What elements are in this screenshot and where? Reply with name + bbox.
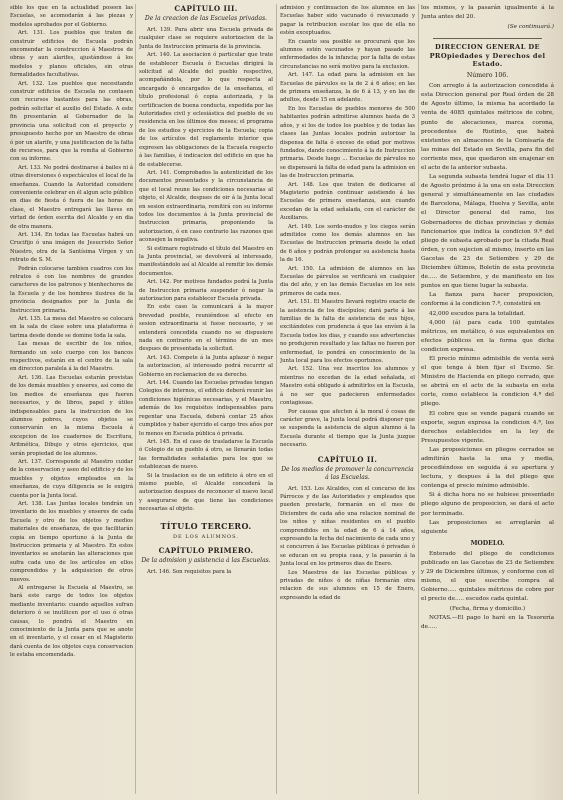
article-132: Art. 132. Los pueblos que necesitando construir edificios de Escuela no contasen con recursos bastantes para las obras, podrán solicitar el auxilio del Estado. A este fin presentarán al Gobernador de la provincia una solicitud con el proyecto y presupuesto hecho por un Maestro de obras ó por un alarife, y una justificacion de la falta de recursos, para que la remita al Gobierno con su informe. bbox=[10, 80, 133, 163]
chapter-subtitle: De la admision y asistencia á las Escuelas. bbox=[141, 556, 271, 564]
paragraph: Podrán colocarse tambien cuadros con los retratos ó con los nombres de grandes caracteres de los patronos y bienhechores de la Escuela y de los hombres ilustres de la provincia designados por la Junta de Instruccion primaria. bbox=[10, 265, 133, 314]
article-152: Art. 152. Una vez inscritos los alumnos y mientras no excedan de la edad señalada, el Maestro está obligado á admitirlos en la Escuela, á no ser que padecieren enfermedades contagiosas. bbox=[280, 366, 415, 407]
paragraph: Los Maestros de las Escuelas públicas y privadas de niños ó de niñas formarán otra relacion de sus alumnos en 15 de Enero, expresando la edad de bbox=[280, 569, 415, 601]
chapter-subtitle: De los medios de promover la concurrencia á las Escuelas. bbox=[281, 465, 414, 481]
article-147: Art. 147. La edad para la admision en las Escuelas de párvulos es la de 2 á 6 años; en las de primera enseñanza, la de 6 á 13, y en las de adultos, desde 15 en adelante. bbox=[280, 72, 415, 104]
paragraph: En cuanto sea posible se procurará que los alumnos estén vacunados y hayan pasado las enfermedades de la infancia; por la falta de estas circunstancias no será motivo para la exclusion. bbox=[280, 38, 415, 70]
article-146: Art. 146. Son requisitos para la bbox=[147, 568, 232, 575]
paragraph: Si estimare registrado el título del Maestro en la Junta provincial, se devolverá al interesado, manifestándolo así al Alcalde al remitir los demás documentos. bbox=[139, 245, 273, 277]
amount-line: 42,000 escudos para la totalidad. bbox=[429, 310, 526, 317]
section-divider bbox=[433, 38, 542, 39]
paragraph: Si á dicha hora no se hubiese presentado pliego alguno de proposicion, se dará el acto por terminado. bbox=[421, 492, 554, 517]
paragraph: En este caso la comunicará á la mayor brevedad posible, reuniéndose al efecto en sesion extraordinaria si fuese necesario, y se entenderá concedida cuando no se dispusiere nada en contrario en el término de un mes despues de presentada la solicitud. bbox=[139, 304, 273, 353]
article-149: Art. 149. Los sordo-mudos y los ciegos serán admitidos como los demás alumnos en las Escuelas de Instruccion primaria desde la edad de 6 años y podrán prolongar su asistencia hasta la de 16. bbox=[280, 223, 415, 264]
chapter-subtitle: De la creacion de las Escuelas privadas. bbox=[144, 15, 268, 22]
paragraph: El precio mínimo admisible de venta será el que tenga á bien fijar el Excmo. Sr. Ministro de Hacienda en pliego cerrado, que se abrirá en el acto de la subasta en esta corte, como establece la condicion 4.ª del pliego. bbox=[421, 355, 554, 408]
modelo-heading: MODELO. bbox=[470, 539, 505, 547]
article-151: Art. 151. El Maestro llevará registro exacto de la asistencia de los discípulos; dará parte á las familias de la falta de asistencia de sus hijos, excitándoles con prudencia á que las envíen á la Escuela todos los dias, y cuando sus advertencias no produjeren resultado y las faltas no fueren por enfermedad, lo pondrá en conocimiento de la Junta local para los efectos oportunos. bbox=[280, 299, 415, 365]
paragraph: Por causas que afecten á la moral ó cosas de carácter grave, la Junta local podrá disponer que se suspenda la asistencia de algun alumno á la Escuela durante el tiempo que la Junta juzgue necesario. bbox=[280, 408, 415, 449]
paragraph: Las proposiciones se arreglarán al siguiente bbox=[421, 519, 554, 535]
column-separator bbox=[276, 4, 277, 794]
paragraph: La segunda subasta tendrá lugar el dia 11 de Agosto próximo á la una en esta Direccion general y simultáneamente en las ciudades de Barcelona, Málaga, Huelva y Sevilla, ante el Director general del ramo, los Gobernadores de dichas provincias y demás funcionarios que indica la condicion 9.ª del pliego de subasta aprobado por la citada Real órden, y con sujecion al mismo, inserto en las Gacetas de 23 de Setiembre y 29 de Diciembre últimos, Boletín de esta provincia de..... de Setiembre, y de manifiesto en los puntos en que tiene lugar la subasta. bbox=[421, 174, 554, 290]
article-137: Art. 137. Corresponde al Maestro cuidar de la conservacion y aseo del edificio y de los muebles y objetos empleados en la enseñanza, de cuya diligencia se le exigirá cuenta por la Junta local. bbox=[10, 458, 133, 499]
article-140: Art. 140. La asociacion ó particular que trate de establecer Escuela ó Escuelas dirigirá la solicitud al Alcalde del pueblo respectivo, acompañándola, por lo que respecta al encargado ó encargados de la enseñanza, el título profesional ó copia autorizada, y la certificacion de buena conducta, expedida por las Autoridades civil y eclesiástica del pueblo de su residencia en los últimos dos meses; el programa de los estudios y ejercicios de la Escuela; copia de los artículos del reglamento interior que expresen las obligaciones de la Escuela respecto á las familias, é indicacion del edificio en que ha de establecerse. bbox=[139, 52, 273, 168]
article-134: Art. 134. En todas las Escuelas habrá un Crucifijo ó una imágen de Jesucristo Señor Nuestro, otra de la Santísima Vírgen y un retrato de S. M. bbox=[10, 231, 133, 264]
paragraph: Al entregarse la Escuela al Maestro, se hará este cargo de todos los objetos mediante inventario: cuando aquellos sufran deterioro ó se inutilicen por el uso ó otras causas, lo pondrá el Maestro en conocimiento de la Junta para que se anote en el inventario, y el cesar en el Magisterio dará cuenta de los objetos cuya conservacion le estaba encomendada. bbox=[10, 585, 133, 659]
section-heading: DIRECCION GENERAL DE PROpiedades y Derechos del Estado. bbox=[429, 43, 546, 69]
notice-number: Número 106. bbox=[466, 72, 509, 80]
paragraph: El cobre que se vende pagará cuando se exporte, segun expresa la condicion 4.ª, los derechos establecidos en la ley de Presupuestos vigente. bbox=[421, 410, 554, 444]
column-4 bbox=[421, 4, 554, 794]
article-143: Art. 143. Compete á la Junta aplazar ó negar la autorizacion, al interesado podrá recurrir al Gobierno en reclamacion de su derecho. bbox=[139, 354, 273, 378]
amount-line: 4,000 (á) para cada 100 quintales métricos, en metálico, ó sus equivalentes en efectos públicos en la forma que dicha condicion expresa. bbox=[421, 319, 554, 353]
chapter-heading: CAPÍTULO PRIMERO. bbox=[158, 545, 254, 555]
article-131: Art. 131. Los pueblos que traten de construir edificios de Escuela podrán encomendar la construccion á Maestros de obras y aun alarifes, ajustándose á los modelos y planos oficiales, sin otras formalidades facultativas. bbox=[10, 30, 133, 79]
signature-line: (Fecha, firma y domicilio.) bbox=[449, 605, 526, 612]
article-142: Art. 142. Por motivos fundados podrá la Junta de Instruccion primaria suspender ó negar la autorizacion para establecer Escuela privada. bbox=[139, 279, 273, 302]
column-3 bbox=[280, 4, 415, 794]
chapter-heading: CAPÍTULO III. bbox=[174, 4, 238, 13]
paragraph: los mismos, y la pasarán igualmente á la Junta antes del 20. bbox=[421, 5, 554, 21]
article-148: Art. 148. Los que traten de dedicarse al Magisterio podrán continuar asistiendo á las Escuelas de primera enseñanza, aun cuando excedan de la edad señalada, con el carácter de Auxiliares. bbox=[280, 181, 415, 222]
article-141: Art. 141. Comprobados la autenticidad de los documentos presentados y la circunstancia de que el local reune las condiciones necesarias al objeto, el Alcalde, despues de oir á la Junta local en sesion extraordinaria, remitirá con su informe todos los documentos á la Junta provincial de Instruccion primaria, proponiendo la autorizacion, ó en caso contrario las razones que aconsejen la negativa. bbox=[139, 169, 273, 244]
paragraph: Las proposiciones en pliegos cerrados se admitirán hasta la una y media, procediéndose en seguida á su apertura y lectura, y despues á la del pliego que contenga el precio mínimo admisible. bbox=[421, 446, 554, 490]
article-138: Art. 138. Las Juntas locales tendrán un inventario de los muebles y enseres de cada Escuela y otro de los objetos y medios materiales de enseñanza, de que facilitarán copia en tiempo oportuno á la Junta de Instruccion primaria y al Maestro. En estos inventarios se anotarán las alteraciones que sufra cada uno de los artículos en ellos comprendidos y la adquisicion de otros nuevos. bbox=[10, 500, 133, 583]
column-separator bbox=[135, 4, 136, 794]
article-150: Art. 150. La admision de alumnos en las Escuelas de párvulos se verificará en cualquier dia del año, y en las demás Escuelas en los seis primeros de cada mes. bbox=[280, 265, 415, 297]
column-separator bbox=[418, 4, 419, 794]
notes: NOTAS.—El pago lo haré en la Tesorería de..... bbox=[421, 614, 554, 630]
article-135: Art. 135. La mesa del Maestro se colocará en la sala de clase sobre una plataforma ó tarima desde donde se domine toda la sala. bbox=[10, 316, 133, 339]
paragraph: Si la traslacion es de un edificio á otro en el mismo pueblo, el Alcalde concederá la autorizacion despues de reconocer el nuevo local y asegurarse de que tiene las condiciones necesarias al objeto. bbox=[139, 472, 273, 513]
article-145: Art. 145. En el caso de trasladarse la Escuela ó Colegio de un pueblo á otro, se llenarán todas las formalidades señaladas para los que se establezcan de nuevo. bbox=[139, 438, 273, 471]
section-label: DE LOS ALUMNOS. bbox=[173, 533, 239, 540]
paragraph: admision y continuacion de los alumnos en las Escuelas haber sido vacunado ó revacunado y pagar la retribucion escolar los que de ella no estén exceptuados. bbox=[280, 5, 415, 37]
article-136: Art. 136. Las Escuelas estarán provistas de los demás muebles y enseres, así como de los medios de enseñanza que fueren necesarios, y de libros, papel y útiles indispensables para la instruccion de los alumnos pobres, cuyos objetos se conservarán en la misma Escuela á excepcion de los cuadernos de Escritura, Aritmética, Dibujo y otros ejercicios, que serán propiedad de los alumnos. bbox=[10, 374, 133, 457]
article-153: Art. 153. Los Alcaldes, con el concurso de los Párrocos y de las Autoridades y empleados que pueden prestarle, formarán en el mes de Diciembre de cada año una relacion nominal de los niños y niñas residentes en el pueblo comprendidos en la edad de 6 á 14 años, expresando la fecha del nacimiento de cada uno y si concurren á las Escuelas públicas ó privadas ó se educan en su propia casa, y la pasarán á la Junta local en los primeros dias de Enero. bbox=[280, 485, 415, 568]
column-2 bbox=[139, 4, 273, 794]
paragraph: La fianza para hacer proposicion, conforme á la condicion 7.ª, consistirá en bbox=[421, 292, 554, 308]
continuation-note: (Se continuará.) bbox=[507, 24, 554, 31]
paragraph: En los Escuelas de pueblos menores de 500 habitantes podrán admitirse alumnos hasta de 3 años, y si los de todos los pueblos y de todas las clases las Juntas locales podrán autorizar la dispensa de falta ó exceso de edad por motivos fundados, dando conocimiento á la de Instruccion primaria. Desde luego ... Escuelas de párvulos no se dispensará la falta de edad para la admision en las de Instruccion primaria. bbox=[280, 105, 415, 180]
chapter-heading: CAPÍTULO II. bbox=[317, 454, 378, 464]
article-133: Art. 133. No podrá destinarse á bailes ni á otras diversiones ó espectáculos el local de la enseñanza. Cuando la Autoridad considere conveniente celebrar en él algun acto público en dias de fiesta ó fuera de las horas de clase, el Maestro entregará las llaves en virtud de órden escrita del Alcalde y en dia de otra manera. bbox=[10, 164, 133, 230]
paragraph: Enterado del pliego de condiciones publicado en las Gacetas de 23 de Setiembre y 29 de Diciembre últimos, y conforme con el mismo, el que suscribe compra al Gobierno..... quintales métricos de cobre por el precio de..... escudos cada quintal. bbox=[421, 550, 554, 603]
paragraph: Con arreglo á la autorizacion concedida á esta Direccion general por Real órden de 28 de Agosto último, la misma ha acordado la venta de 4085 quintales métricos de cobre, punto de alecaciones, marca corona, procedentes de Riotinto, que habrá existentes en almacenes de la Comisaría de las minas del Estado en Sevilla, para fin del corriente mes, que quedaron sin enajenar en el acto de la anterior subasta. bbox=[421, 83, 554, 171]
article-144: Art. 144. Cuando las Escuelas privadas tengan Colegios de internos, el edificio deberá reunir las condiciones higiénicas necesarias, y el Maestro, además de los requisitos indispensables para regentar una Escuela, deberá contar 25 años cumplidos y haber ejercido el cargo tres años por lo menos en Escuela pública ó privada. bbox=[139, 380, 273, 437]
article-139: Art. 139. Para abrir una Escuela privada de cualquier clase se requiere autorizacion de la Junta de Instruccion primaria de la provincia. bbox=[139, 27, 273, 50]
title-heading: TÍTULO TERCERO. bbox=[160, 520, 252, 531]
paragraph: Las mesas de escribir de los niños, formando un solo cuerpo con los bancos respectivos, estarán en el centro de la sala en direccion paralela á la del Maestro. bbox=[10, 341, 133, 373]
column-1 bbox=[10, 4, 133, 794]
paragraph: sible los que en la actualidad poseen las Escuelas, se acomodarán á las piezas y modelos aprobados por el Gobierno. bbox=[10, 5, 133, 28]
